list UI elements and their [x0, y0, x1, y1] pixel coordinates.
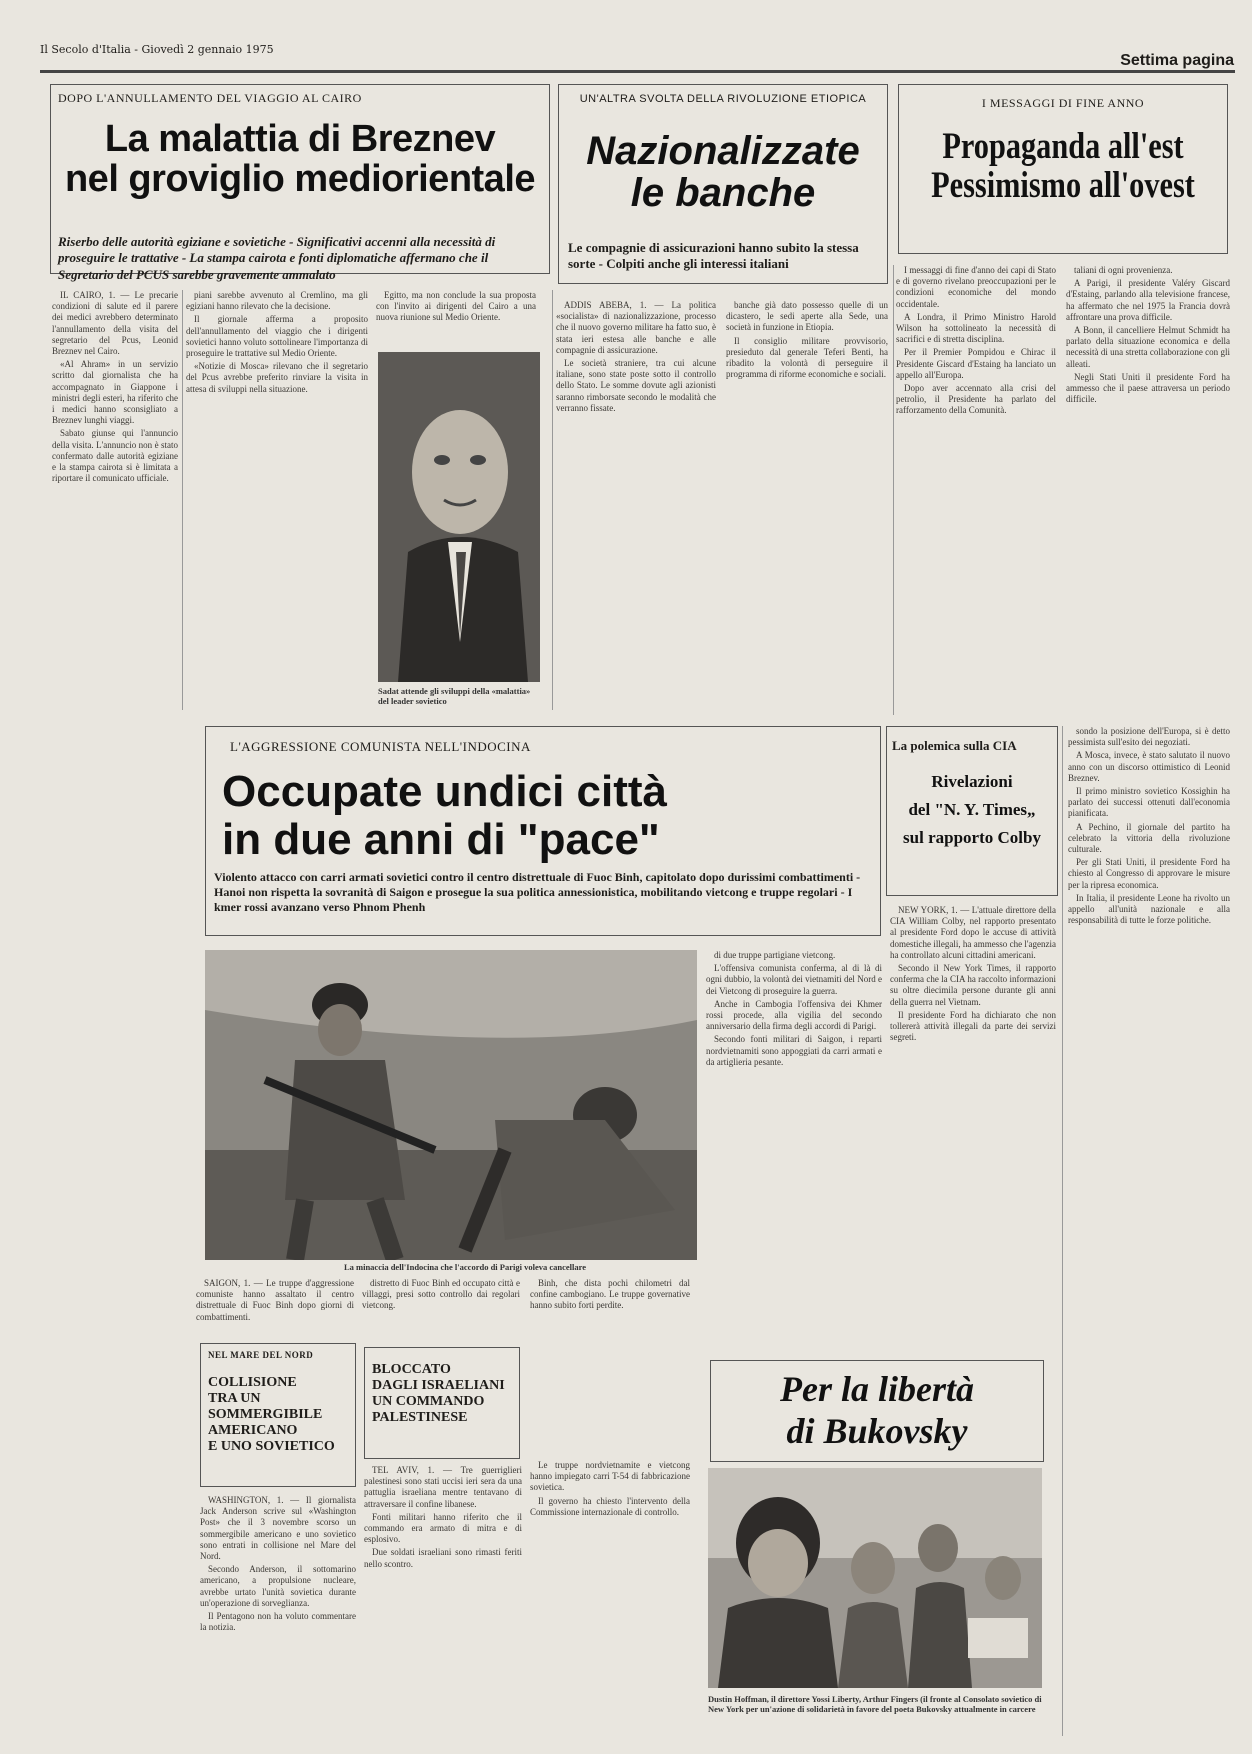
story1-col3-para: Egitto, ma non conclude la sua proposta con l'invito ai dirigenti del Cairo a una nuova riunione sul Medio Oriente.	[376, 290, 536, 323]
column-rule	[893, 265, 894, 715]
story1-headline-line2: nel groviglio mediorientale	[64, 157, 536, 200]
story4-col-bottom2-para: distretto di Fuoc Binh ed occupato città e villaggi, presi sotto controllo dai regolari vietcong.	[362, 1278, 520, 1311]
story3-headline-line2: Pessimismo all'ovest	[931, 164, 1195, 206]
story1-kicker: DOPO L'ANNULLAMENTO DEL VIAGGIO AL CAIRO	[58, 91, 362, 105]
bukovsky-photo-caption: Dustin Hoffman, il direttore Yossi Liberty, Arthur Fingers (il fronte al Consolato sovietico di New York per un'azione di solidarietà in favore del poeta Bukovsky attualmente in carcere	[708, 1694, 1042, 1714]
story6-headline-line1: COLLISIONE	[208, 1375, 297, 1390]
story6-headline-line4: AMERICANO	[208, 1423, 298, 1438]
story8-headline-line1: Per la libertà	[780, 1369, 974, 1409]
story4-col-bottom1	[196, 1278, 354, 1328]
story5-headline-line3: sul rapporto Colby	[903, 828, 1041, 847]
column-rule	[182, 290, 183, 710]
story4-col-bottom4-para: Il governo ha chiesto l'intervento della Commissione internazionale di controllo.	[530, 1495, 690, 1517]
story3-kicker: I MESSAGGI DI FINE ANNO	[981, 96, 1145, 110]
story6-col	[200, 1495, 356, 1740]
story4-col-right-para: di due truppe partigiane vietcong.	[714, 950, 836, 960]
story7-headline-line1: BLOCCATO	[372, 1362, 451, 1377]
story7-headline-line3: UN COMMANDO	[372, 1394, 485, 1409]
story6-col-para: Secondo Anderson, il sottomarino americano, a propulsione nucleare, avrebbe urtato l'unità sovietica durante un'operazione di sorveglianza.	[200, 1564, 356, 1608]
story4-headline-line2: in due anni di "pace"	[222, 815, 660, 864]
soldiers-photo	[205, 950, 697, 1260]
story4-headline-line1: Occupate undici città	[222, 767, 667, 816]
story5-headline-line2: del "N. Y. Times„	[908, 800, 1036, 819]
column-rule	[552, 290, 553, 710]
story3-col2-para: taliani di ogni provenienza.	[1074, 265, 1173, 275]
story4-headline	[222, 768, 872, 864]
story7-col-para: TEL AVIV, 1. — Tre guerriglieri palestinesi sono stati uccisi ieri sera da una pattuglia israeliana mentre tentavano di attraversare il confine libanese.	[364, 1465, 522, 1509]
story4-col-bottom4	[530, 1460, 690, 1740]
story1-col1	[52, 290, 178, 1730]
sadat-photo	[378, 352, 540, 682]
story5-col-para: NEW YORK, 1. — L'attuale direttore della CIA William Colby, nel rapporto presentato al presidente Ford dopo le accuse di attività domestiche illegali, ha ammesso che l'agenzia ha controllato alcuni cittadini americani.	[890, 905, 1056, 960]
story4-kicker: L'AGGRESSIONE COMUNISTA NELL'INDOCINA	[230, 739, 531, 754]
story1-col1-para: «Al Ahram» in un servizio scritto dal giornalista che ha accompagnato in Giappone i ministri degli esteri, ha riferito che i medici hanno sconsigliato a Breznev lunghi viaggi.	[52, 359, 178, 426]
story1-deck: Riserbo delle autorità egiziane e sovietiche - Significativi accenni alla necessità di proseguire le trattative - La stampa cairota e fonti diplomatiche affermano che il Segretario del PCUS sarebbe gravemente ammalato	[58, 234, 496, 282]
far-right-col	[1068, 726, 1230, 1736]
story2-col2-para: banche già dato possesso quelle di un dicastero, le sedi aperte alla Sede, una società in funzione in Etiopia.	[726, 300, 888, 333]
story6-headline-line5: E UNO SOVIETICO	[208, 1439, 335, 1454]
far-right-col-para: Per gli Stati Uniti, il presidente Ford ha chiesto al Congresso di approvare le misure per la ripresa economica.	[1068, 857, 1230, 890]
story1-col2-para: piani sarebbe avvenuto al Cremlino, ma gli egiziani hanno rilevato che la decisione.	[186, 290, 368, 312]
story4-col-bottom3	[530, 1278, 690, 1328]
story4-col-bottom1-para: SAIGON, 1. — Le truppe d'aggressione comuniste hanno assaltato il centro distrettuale di Fuoc Binh dopo giorni di combattimenti.	[196, 1278, 354, 1322]
story2-col1-para: Le società straniere, tra cui alcune italiane, sono state poste sotto il controllo dello Stato. Le somme dovute agli azionisti saranno rimborsate secondo le modalità che verranno fissate.	[556, 358, 716, 413]
sadat-photo-caption: Sadat attende gli sviluppi della «malattia» del leader sovietico	[378, 686, 531, 706]
story4-deck: Violento attacco con carri armati sovietici contro il centro distrettuale di Fuoc Binh, capitolato dopo durissimi combattimenti - Hanoi non rispetta la sovranità di Saigon e prosegue la sua politica annessionistica, mobilitando vietcong e truppe regolari - I kmer rossi avanzano verso Phnom Phenh	[214, 870, 861, 914]
story7-col-para: Fonti militari hanno riferito che il commando era armato di mitra e di esplosivo.	[364, 1511, 522, 1545]
story7-headline	[372, 1362, 518, 1426]
story2-headline-line1: Nazionalizzate	[586, 129, 860, 173]
story3-col2-para: Negli Stati Uniti il presidente Ford ha ammesso che il paese attraversa un periodo difficile.	[1066, 371, 1230, 405]
story2-col2-para: Il consiglio militare provvisorio, presieduto dal generale Teferi Benti, ha ribadito la volontà di perseguire il programma di riforme economiche e sociali.	[726, 335, 888, 380]
story4-col-right-para: Anche in Cambogia l'offensiva dei Khmer rossi procede, alla vigilia del secondo anniversario della firma degli accordi di Parigi.	[706, 998, 882, 1032]
bukovsky-photo	[708, 1468, 1042, 1688]
story4-col-right-para: L'offensiva comunista conferma, al di là di ogni dubbio, la volontà dei vietnamiti del Nord e dei Vietcong di proseguire la guerra.	[706, 963, 882, 996]
far-right-col-para: A Mosca, invece, è stato salutato il nuovo anno con un discorso ottimistico di Leonid Breznev.	[1068, 750, 1230, 783]
story3-col1	[896, 265, 1056, 715]
story1-headline	[60, 120, 540, 200]
story1-headline-line1: La malattia di Breznev	[104, 118, 496, 160]
story1-col1-para: Sabato giunse qui l'annuncio della visita. L'annuncio non è stato confermato dalle autorità egiziane e la stampa cairota si è limitata a riportare il comunicato ufficiale.	[52, 428, 178, 484]
story7-col	[364, 1465, 522, 1740]
top-rule	[40, 70, 1235, 73]
story4-col-right	[706, 950, 882, 1270]
story6-kicker: NEL MARE DEL NORD	[208, 1350, 314, 1360]
story4-col-bottom4-para: Le truppe nordvietnamite e vietcong hanno impiegato carri T-54 di fabbricazione sovietica.	[530, 1460, 690, 1493]
far-right-col-para: sondo la posizione dell'Europa, si è detto pessimista sull'esito dei negoziati.	[1068, 726, 1230, 748]
story4-col-bottom2	[362, 1278, 520, 1328]
story1-col3	[376, 290, 536, 350]
story8-headline	[712, 1368, 1042, 1452]
story7-headline-line2: DAGLI ISRAELIANI	[372, 1378, 505, 1393]
story3-col1-para: Per il Premier Pompidou e Chirac il Presidente Giscard d'Estaing ha lanciato un appello all'Europa.	[896, 347, 1056, 380]
story2-deck: Le compagnie di assicurazioni hanno subito la stessa sorte - Colpiti anche gli interessi italiani	[568, 240, 859, 271]
story3-headline-line1: Propaganda all'est	[942, 126, 1184, 167]
story6-headline-line2: TRA UN	[208, 1391, 261, 1406]
story4-col-bottom3-para: Binh, che dista pochi chilometri dal confine cambogiano. Le truppe governative hanno subito forti perdite.	[530, 1278, 690, 1311]
story5-col-para: Secondo il New York Times, il rapporto conferma che la CIA ha raccolto informazioni su oltre diecimila persone durante gli anni della guerra nel Vietnam.	[890, 963, 1056, 1007]
story5-col-para: Il presidente Ford ha dichiarato che non tollererà attività illegali da parte dei servizi segreti.	[890, 1009, 1056, 1043]
story3-col2-para: A Parigi, il presidente Valéry Giscard d'Estaing, parlando alla televisione francese, ha affermato che nel 1975 la Francia dovrà affrontare una prova difficile.	[1066, 278, 1230, 322]
story7-headline-line4: PALESTINESE	[372, 1410, 468, 1425]
story6-col-para: Il Pentagono non ha voluto commentare la notizia.	[200, 1611, 356, 1633]
story2-headline	[562, 130, 884, 214]
story5-headline	[890, 768, 1054, 852]
far-right-col-para: A Pechino, il giornale del partito ha celebrato la vittoria della rivoluzione culturale.	[1068, 821, 1230, 855]
column-rule	[1062, 726, 1063, 1736]
story2-col1	[556, 300, 716, 710]
far-right-col-para: In Italia, il presidente Leone ha rivolto un appello all'unità nazionale e alla responsabilità di tutte le forze politiche.	[1068, 892, 1230, 926]
story5-kicker: La polemica sulla CIA	[892, 738, 1017, 753]
story3-col1-para: A Londra, il Primo Ministro Harold Wilson ha sottolineato la necessità di sacrifici e di stretta disciplina.	[896, 311, 1056, 345]
story8-headline-line2: di Bukovsky	[786, 1411, 968, 1451]
masthead-left: Il Secolo d'Italia - Giovedì 2 gennaio 1975	[40, 43, 274, 56]
story3-col1-para: Dopo aver accennato alla crisi del petrolio, il Presidente ha parlato del rafforzamento della Comunità.	[896, 383, 1056, 416]
story2-kicker: UN'ALTRA SVOLTA DELLA RIVOLUZIONE ETIOPICA	[579, 93, 867, 105]
far-right-col-para: Il primo ministro sovietico Kossighin ha parlato dei successi ottenuti dall'economia pianificata.	[1068, 786, 1230, 819]
story6-col-para: WASHINGTON, 1. — Il giornalista Jack Anderson scrive sul «Washington Post» che il 3 novembre scorso un sommergibile americano e uno sovietico sono entrati in collisione nel Mare del Nord.	[200, 1495, 356, 1562]
story3-col2-para: A Bonn, il cancelliere Helmut Schmidt ha parlato della situazione economica e della necessità di una stretta collaborazione con gli alleati.	[1066, 325, 1230, 369]
story1-col1-para: IL CAIRO, 1. — Le precarie condizioni di salute ed il parere dei medici avrebbero determinato l'annullamento della visita del segretario del Pcus, Leonid Breznev nel Cairo.	[52, 290, 178, 357]
story7-col-para: Due soldati israeliani sono rimasti feriti nello scontro.	[364, 1547, 522, 1569]
story5-col	[890, 905, 1056, 1335]
story2-col1-para: ADDIS ABEBA, 1. — La politica «socialista» di nazionalizzazione, processo che il nuovo governo militare ha fatto suo, è stata ieri estesa alle banche e alle compagnie di assicurazione.	[556, 300, 716, 355]
masthead-right: Settima pagina	[1120, 52, 1234, 69]
soldiers-photo-caption: La minaccia dell'Indocina che l'accordo di Parigi voleva cancellare	[343, 1262, 587, 1272]
story3-col1-para: I messaggi di fine d'anno dei capi di Stato e di governo rivelano preoccupazioni per le condizioni economiche del mondo occidentale.	[896, 265, 1056, 309]
story3-headline	[929, 128, 1196, 206]
story5-headline-line1: Rivelazioni	[931, 772, 1013, 791]
story1-col2	[186, 290, 368, 710]
story3-col2	[1066, 265, 1230, 715]
story6-headline	[208, 1375, 354, 1455]
story4-col-right-para: Secondo fonti militari di Saigon, i reparti nordvietnamiti sono appoggiati da carri armati e da artiglieria pesante.	[706, 1034, 882, 1067]
story6-headline-line3: SOMMERGIBILE	[208, 1407, 323, 1422]
story2-col2	[726, 300, 888, 710]
story1-col2-para: «Notizie di Mosca» rilevano che il segretario del Pcus avrebbe preferito rinviare la visita in attesa di sviluppi nella situazione.	[186, 361, 368, 394]
story1-col2-para: Il giornale afferma a proposito dell'annullamento del viaggio che i dirigenti sovietici hanno voluto sottolineare l'importanza di proseguire le trattative sul Medio Oriente.	[186, 314, 368, 359]
story2-headline-line2: le banche	[630, 171, 816, 215]
